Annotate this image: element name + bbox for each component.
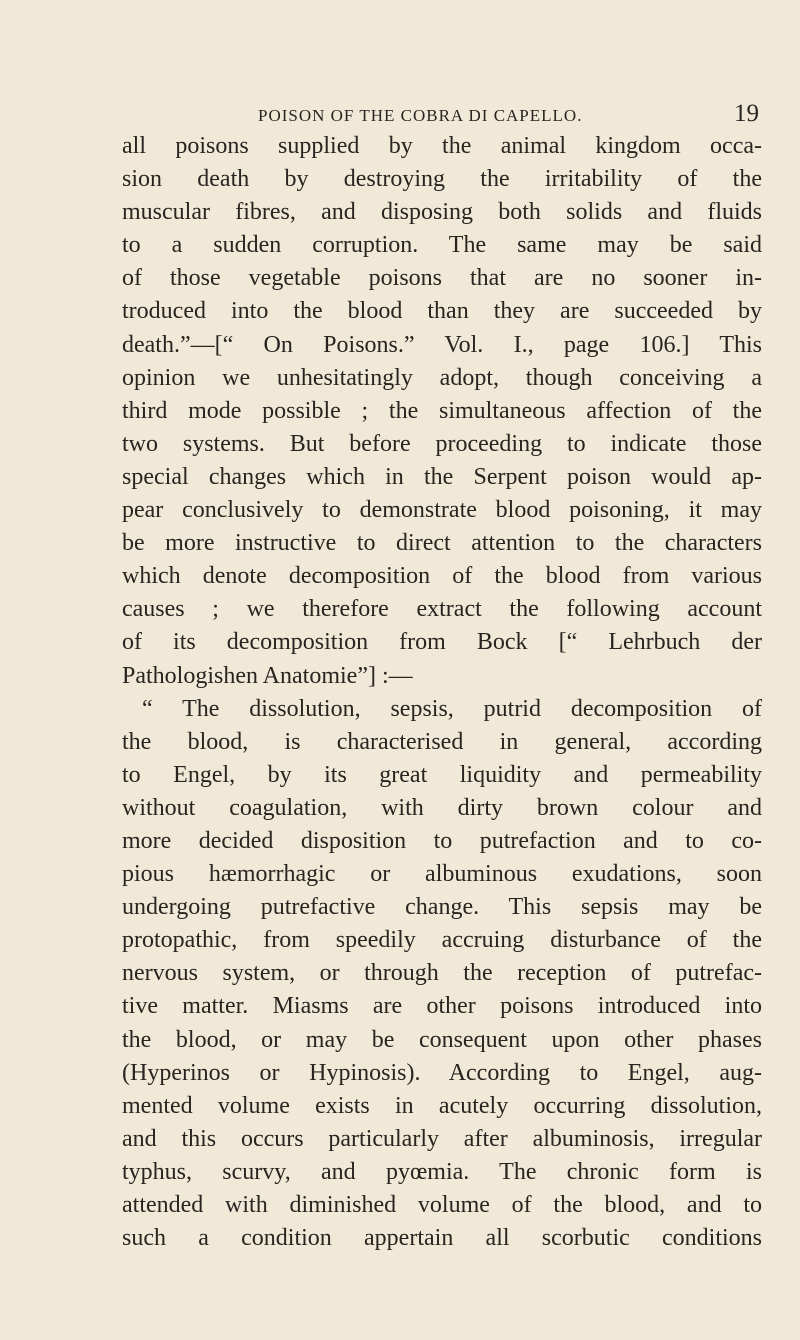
text-line: typhus, scurvy, and pyœmia. The chronic form is [122,1158,762,1185]
text-line: to a sudden corruption. The same may be said [122,232,762,259]
text-line: death.”—[“ On Poisons.” Vol. I., page 106.] This [122,331,762,358]
text-line: which denote decomposition of the blood from various [122,563,762,590]
text-line: special changes which in the Serpent poison would ap- [122,463,762,490]
text-line: pious hæmorrhagic or albuminous exudations, soon [122,861,762,888]
text-line: of its decomposition from Bock [“ Lehrbuch der [122,629,762,656]
text-line: causes ; we therefore extract the following account [122,596,762,623]
text-line: nervous system, or through the reception of putrefac- [122,960,762,987]
text-line: opinion we unhesitatingly adopt, though conceiving a [122,364,762,391]
text-line: mented volume exists in acutely occurring dissolution, [122,1092,762,1119]
text-line: tive matter. Miasms are other poisons introduced into [122,993,762,1020]
text-line: troduced into the blood than they are succeeded by [122,298,762,325]
text-line: without coagulation, with dirty brown colour and [122,794,762,821]
text-line: “ The dissolution, sepsis, putrid decomposition of [142,695,762,722]
text-line: pear conclusively to demonstrate blood poisoning, it may [122,497,762,524]
text-line: two systems. But before proceeding to indicate those [122,430,762,457]
text-line: of those vegetable poisons that are no sooner in- [122,265,762,292]
text-line: and this occurs particularly after albuminosis, irregular [122,1125,762,1152]
body-text [122,130,762,1255]
text-line: muscular fibres, and disposing both solids and fluids [122,199,762,226]
text-line: more decided disposition to putrefaction and to co- [122,827,762,854]
text-line: all poisons supplied by the animal kingdom occa- [122,133,762,159]
text-line: sion death by destroying the irritability of the [122,166,762,193]
text-line: undergoing putrefactive change. This sepsis may be [122,894,762,921]
text-line: be more instructive to direct attention to the characters [122,530,762,557]
text-line: third mode possible ; the simultaneous affection of the [122,397,762,424]
text-line: such a condition appertain all scorbutic conditions [122,1225,762,1252]
text-line: attended with diminished volume of the blood, and to [122,1192,762,1218]
text-line: the blood, is characterised in general, according [122,728,762,755]
text-line: protopathic, from speedily accruing disturbance of the [122,927,762,954]
running-title: POISON OF THE COBRA DI CAPELLO. [258,106,583,125]
text-line: (Hyperinos or Hypinosis). According to Engel, aug- [122,1059,762,1086]
text-line: to Engel, by its great liquidity and permeability [122,761,762,788]
text-line: Pathologishen Anatomie”] :— [122,662,413,689]
page-number: 19 [734,100,759,127]
text-line: the blood, or may be consequent upon other phases [122,1026,762,1053]
